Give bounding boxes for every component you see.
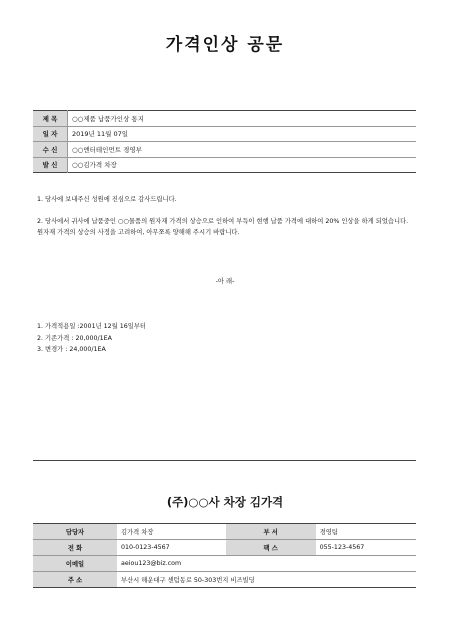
contact-label-email: 이메일 [33,556,117,572]
header-table [33,110,416,173]
divider [33,460,416,461]
sender-line: (주)○○사 차장 김가격 [166,495,284,509]
header-label-subject: 제 목 [33,111,68,127]
contact-value-address: 부산시 해운대구 센텀동로 50-303번지 비즈빌딩 [121,577,255,584]
header-row-subject [33,111,416,127]
contact-label-fax: 팩 스 [226,540,316,556]
document-title: 가격인상 공문 [165,35,285,55]
contact-value-phone: 010-0123-4567 [117,540,226,556]
header-value-recipient: ○○엔터테인먼트 경영부 [68,142,417,158]
item-list [37,321,146,356]
header-value-sender: ○○김가격 차장 [72,161,117,170]
contact-label-department: 부 서 [226,524,316,540]
header-label-sender: 발 신 [33,157,68,173]
contact-value-fax: 055-123-4567 [316,540,416,556]
contact-value-email: aeiou123@biz.com [117,556,416,572]
contact-table [33,523,416,588]
header-value-subject: ○○제품 납품가인상 통지 [68,111,417,127]
header-row-date [33,126,416,142]
contact-value-manager: 김가격 차장 [117,524,226,540]
header-label-date: 일 자 [33,126,68,142]
contact-row [33,556,416,572]
header-row-recipient [33,142,416,158]
contact-label-address: 주 소 [33,572,117,588]
contact-row [33,572,416,588]
body-paragraph-1: 1. 당사에 보내주신 성원에 진심으로 감사드립니다. [37,196,177,203]
header-value-date: 2019년 11월 07일 [68,126,417,142]
contact-row [33,540,416,556]
notice-marker: -아 래- [215,278,235,285]
contact-label-phone: 전 화 [33,540,117,556]
list-item: 2. 기존가격 : 20,000/1EA [37,334,112,342]
contact-value-department: 경영팀 [316,524,416,540]
header-row-sender [33,157,416,173]
list-item: 1. 가격적용일 :2001년 12월 16일부터 [37,323,147,330]
header-label-recipient: 수 신 [33,142,68,158]
contact-label-manager: 담당자 [33,524,117,540]
list-item: 3. 변경가 : 24,000/1EA [37,346,106,353]
body-paragraph-2: 2. 당사에서 귀사에 납품중인 ○○물품의 원자재 가격의 상승으로 인하여 부득이 현행 납품 가격에 대하여 20% 인상을 하게 되었습니다. 원자재 가격의 상승의 사정을 고려하여, 아무쪼록 양해해 주시기 바랍니다. [37,218,409,236]
contact-row [33,524,416,540]
